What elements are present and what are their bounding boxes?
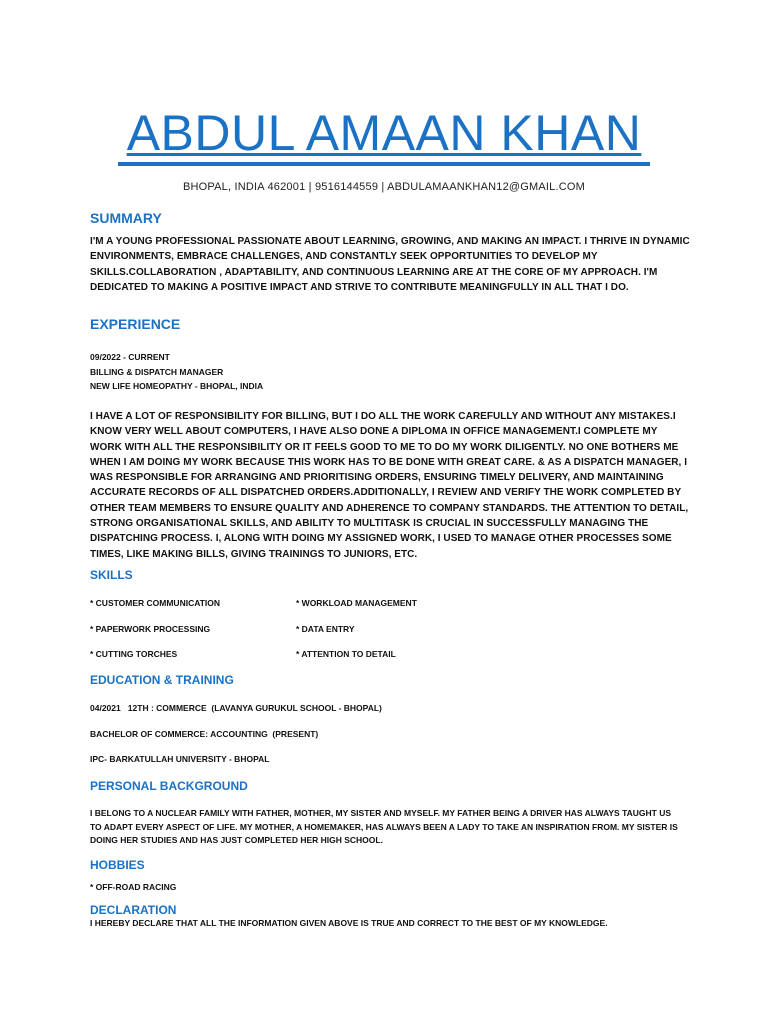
candidate-name: ABDUL AMAAN KHAN — [126, 105, 642, 161]
contact-line: BHOPAL, INDIA 462001 | 9516144559 | ABDULAMAANKHAN12@GMAIL.COM — [182, 181, 586, 193]
hobby-item: * OFF-ROAD RACING — [90, 882, 177, 892]
education-entry: 04/2021 12TH : COMMERCE (LAVANYA GURUKUL SCHOOL - BHOPAL) — [90, 703, 382, 713]
job-dates: 09/2022 - CURRENT — [90, 352, 170, 362]
education-entry: IPC- BARKATULLAH UNIVERSITY - BHOPAL — [90, 754, 270, 764]
experience-heading: EXPERIENCE — [90, 316, 181, 332]
job-description: I HAVE A LOT OF RESPONSIBILITY FOR BILLING, BUT I DO ALL THE WORK CAREFULLY AND WITHOUT ANY MISTAKES.I KNOW VERY WELL ABOUT COMPUTERS, I HAVE ALSO DONE A DIPLOMA IN OFFICE MANAGEMENT.I COMPLETE MY WORK WITH ALL THE RESPONSIBILITY OR IT FEELS GOOD TO ME TO DO MY WORK DILIGENTLY. NO ONE BOTHERS ME WHEN I AM DOING MY WORK BECAUSE THIS WORK HAS TO BE DONE WITH GREAT CARE. & AS A DISPATCH MANAGER, I WAS RESPONSIBLE FOR ARRANGING AND PRIORITISING ORDERS, ENSURING TIMELY DELIVERY, AND MAINTAINING ACCURATE RECORDS OF ALL DISPATCHED ORDERS.ADDITIONALLY, I REVIEW AND VERIFY THE WORK COMPLETED BY OTHER TEAM MEMBERS TO ENSURE QUALITY AND ADHERENCE TO COMPANY STANDARDS. THE ATTENTION TO DETAIL, STRONG ORGANISATIONAL SKILLS, AND ABILITY TO MULTITASK IS CRUCIAL IN SUCCESSFULLY MANAGING THE DISPATCHING PROCESS. I, ALONG WITH DOING MY ASSIGNED WORK, I USED TO MANAGE OTHER PROCESSES SOME TIMES, LIKE MAKING BILLS, GIVING TRAININGS TO JUNIORS, ETC. — [90, 411, 689, 560]
job-title: BILLING & DISPATCH MANAGER — [90, 367, 224, 377]
declaration-text: I HEREBY DECLARE THAT ALL THE INFORMATION GIVEN ABOVE IS TRUE AND CORRECT TO THE BEST OF MY KNOWLEDGE. — [90, 918, 608, 928]
skill-item: * ATTENTION TO DETAIL — [296, 649, 396, 659]
skill-item: * PAPERWORK PROCESSING — [90, 624, 211, 634]
skill-item: * WORKLOAD MANAGEMENT — [296, 598, 417, 608]
name-divider — [118, 162, 650, 166]
education-heading: EDUCATION & TRAINING — [90, 673, 234, 687]
skill-item: * CUSTOMER COMMUNICATION — [90, 598, 221, 608]
summary-text: I'M A YOUNG PROFESSIONAL PASSIONATE ABOUT LEARNING, GROWING, AND MAKING AN IMPACT. I THRIVE IN DYNAMIC ENVIRONMENTS, EMBRACE CHALLENGES, AND CONSTANTLY SEEK OPPORTUNITIES TO DEVELOP MY SKILLS.COLLABORATION , ADAPTABILITY, AND CONTINUOUS LEARNING ARE AT THE CORE OF MY APPROACH. I'M DEDICATED TO MAKING A POSITIVE IMPACT AND STRIVE TO CONTRIBUTE MEANINGFULLY IN ALL THAT I DO. — [90, 236, 690, 293]
background-heading: PERSONAL BACKGROUND — [90, 779, 248, 793]
education-entry: BACHELOR OF COMMERCE: ACCOUNTING (PRESENT) — [90, 729, 319, 739]
skills-heading: SKILLS — [90, 568, 133, 582]
job-company: NEW LIFE HOMEOPATHY - BHOPAL, INDIA — [90, 381, 264, 391]
summary-heading: SUMMARY — [90, 210, 162, 226]
skill-item: * DATA ENTRY — [296, 624, 355, 634]
background-text: I BELONG TO A NUCLEAR FAMILY WITH FATHER, MOTHER, MY SISTER AND MYSELF. MY FATHER BEING A DRIVER HAS ALWAYS TAUGHT US TO ADAPT EVERY ASPECT OF LIFE. MY MOTHER, A HOMEMAKER, HAS ALWAYS BEEN A LADY TO TAKE AN INSPIRATION FROM. MY SISTER IS DOING HER STUDIES AND HAS JUST COMPLETED HER HIGH SCHOOL. — [90, 808, 678, 845]
skill-item: * CUTTING TORCHES — [90, 649, 178, 659]
declaration-heading: DECLARATION — [90, 903, 177, 917]
hobbies-heading: HOBBIES — [90, 858, 145, 872]
